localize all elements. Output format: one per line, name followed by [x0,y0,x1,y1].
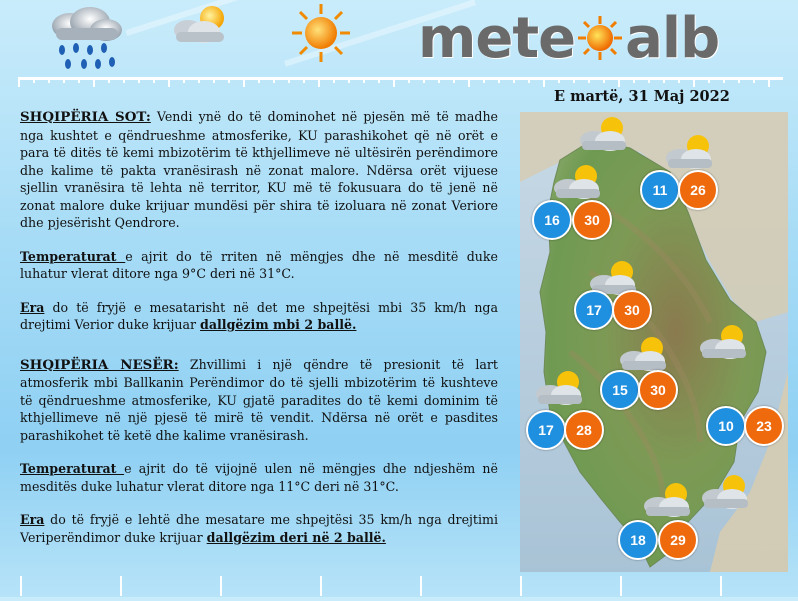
ruler-tick [288,77,290,83]
ruler-tick [198,77,200,83]
sun-icon [290,2,352,64]
sun-cloud-icon [660,132,720,172]
ruler-tick [678,77,680,83]
sun-cloud-icon [530,368,590,408]
sun-cloud-icon [694,322,754,362]
ruler-tick [108,77,110,83]
ruler-tick [378,77,380,83]
tomorrow-wind-label: Era [20,512,45,527]
station-max-temp: 26 [678,170,718,210]
ruler-tick [318,77,320,87]
station-min-temp: 18 [618,520,658,560]
ruler-tick [78,77,80,83]
ruler-tick [753,77,755,83]
today-temperature [20,248,498,283]
sun-cloud-icon [548,162,608,202]
ruler-tick [153,77,155,83]
forecast-date: E martë, 31 Maj 2022 [554,88,730,105]
sun-cloud-icon [614,334,674,374]
ruler-tick [93,77,95,87]
sun-cloud-icon [638,480,698,520]
ruler-tick [33,77,35,83]
ruler-tick [708,77,710,83]
today-wind [20,299,498,334]
station-max-temp: 30 [572,200,612,240]
ruler-divider [18,75,783,87]
ruler-tick [168,77,170,87]
tomorrow-summary-text: Zhvillimi i një qëndre të presionit të lart atmosferik mbi Ballkanin Perëndimor do të sjelli mbizotërim të kushteve të qëndrueshme atmosferike, KU gjatë paradites do të kemi dominim të kthjellimeve në një pjesë të mirë të vendit. Ndërsa në orët e pasdites parashikohet të ketë dhe kalime vranësirash. [20,356,498,443]
ruler-tick [123,77,125,83]
ruler-tick [588,77,590,83]
logo-text-left: mete [418,6,576,71]
ruler-tick [63,77,65,83]
today-temp-label: Temperaturat [20,248,126,264]
albania-map [520,112,788,572]
ruler-tick [393,77,395,87]
tomorrow-wind-text: do të fryjë e lehtë dhe mesatare me shpejtësi 35 km/h nga drejtimi Veriperëndimor duke krijuar [20,512,498,545]
ruler-tick [423,77,425,83]
ruler-tick [408,77,410,83]
ruler-tick [213,77,215,83]
ruler-tick [558,77,560,83]
today-wind-emph: dallgëzim mbi 2 ballë. [200,317,357,332]
ruler-tick [333,77,335,83]
ruler-tick [618,77,620,87]
tomorrow-temperature [20,460,498,495]
station-max-temp: 29 [658,520,698,560]
logo-text-right: alb [625,6,720,71]
station-max-temp: 23 [744,406,784,446]
forecast-text [20,108,498,562]
ruler-tick [348,77,350,83]
ruler-tick [483,77,485,83]
ruler-tick [723,77,725,83]
ruler-tick [18,77,20,87]
ruler-tick [633,77,635,83]
today-heading: SHQIPËRIA SOT: [20,109,151,125]
rain-cloud-icon [40,4,128,72]
ruler-tick [258,77,260,83]
ruler-tick [513,77,515,83]
sun-cloud-icon [696,472,756,512]
sun-cloud-icon [168,2,232,46]
ruler-tick [438,77,440,83]
today-temp-text: e ajrit do të rriten në mëngjes dhe në mesditë duke luhatur vlerat ditore nga 9°C deri në 31°C. [20,248,498,281]
tomorrow-heading: SHQIPËRIA NESËR: [20,356,179,373]
ruler-tick [573,77,575,83]
ruler-tick [768,77,770,87]
ruler-tick [663,77,665,83]
meteoalb-logo [418,6,719,71]
tomorrow-wind-emph: dallgëzim deri në 2 ballë. [206,529,386,545]
today-summary [20,108,498,232]
station-min-temp: 16 [532,200,572,240]
station-min-temp: 17 [526,410,566,450]
ruler-tick [138,77,140,83]
ruler-tick [603,77,605,83]
today-summary-text: Vendi ynë do të dominohet në pjesën më të madhe nga kushtet e qëndrueshme atmosferike, KU parashikohet që në orët e para të ditës të kemi mbizotërim të kthjellimeve në ultësirën perëndimore dhe kalime të pakta vranësirash në zonat malore. Ndërsa orët vijuese sjellin vranësira të lehta në territor, KU më të fokusuara do të jenë në zonat malore duke krijuar mundësi për shira të izoluara në zonat Veriore dhe pjesërisht Qendrore. [20,109,499,230]
bottom-ruler [0,576,798,597]
ruler-tick [273,77,275,83]
tomorrow-temp-label: Temperaturat [20,461,125,476]
ruler-tick [183,77,185,83]
station-min-temp: 17 [574,290,614,330]
today-wind-text: do të fryjë e mesatarisht në det me shpejtësi mbi 35 km/h nga drejtimi Verior duke krijuar [20,299,498,332]
station-min-temp: 15 [600,370,640,410]
sun-cloud-icon [574,114,634,154]
station-min-temp: 10 [706,406,746,446]
ruler-tick [693,77,695,87]
ruler-tick [228,77,230,83]
ruler-tick [243,77,245,87]
ruler-tick [303,77,305,83]
ruler-tick [528,77,530,83]
ruler-tick [363,77,365,83]
header [0,0,798,82]
ruler-tick [648,77,650,83]
ruler-tick [48,77,50,83]
tomorrow-temp-text: e ajrit do të vijojnë ulen në mëngjes dhe ndjeshëm në mesditës duke luhatur vlerat ditore nga 11°C deri në 31°C. [20,461,498,494]
station-max-temp: 30 [612,290,652,330]
ruler-tick [468,77,470,87]
ruler-tick [453,77,455,83]
logo-sun-icon [577,10,623,56]
station-max-temp: 28 [564,410,604,450]
today-wind-label: Era [20,299,45,315]
station-min-temp: 11 [640,170,680,210]
tomorrow-summary [20,356,498,445]
tomorrow-wind [20,511,498,546]
station-max-temp: 30 [638,370,678,410]
ruler-tick [498,77,500,83]
ruler-tick [543,77,545,87]
ruler-tick [738,77,740,83]
